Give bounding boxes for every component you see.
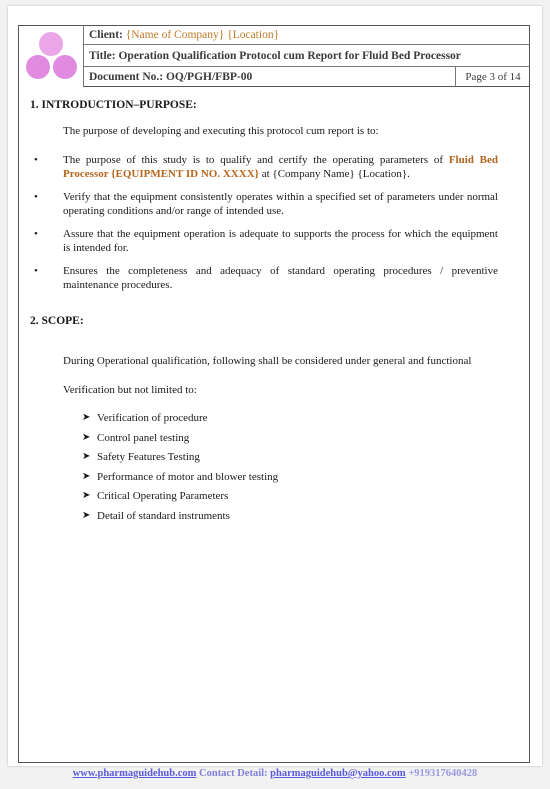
scope-line-1: During Operational qualification, following shall be considered under general and functional [63, 355, 472, 367]
bullet-4-text: Ensures the completeness and adequacy of standard operating procedures / preventive maintenance procedures. [63, 265, 498, 291]
scope-list [82, 411, 278, 529]
scope-list-item: ➤ Safety Features Testing [82, 451, 200, 464]
client-company: {Name of Company} [125, 29, 225, 41]
arrow-bullet-icon: ➤ [82, 431, 91, 443]
intro-lead: The purpose of developing and executing this protocol cum report is to: [63, 125, 379, 137]
phone-number: +919317640428 [408, 768, 478, 779]
arrow-bullet-icon: ➤ [82, 412, 91, 423]
intro-heading: 1. INTRODUCTION–PURPOSE: [30, 99, 197, 111]
arrow-bullet-icon: ➤ [82, 451, 91, 463]
logo-circle-left [26, 55, 50, 79]
intro-bullet-3 [30, 227, 498, 255]
title-row [84, 45, 530, 67]
logo-circle-top [39, 32, 63, 56]
document-number-row [84, 67, 530, 87]
document-title: Title: Operation Qualification Protocol cum Report for Fluid Bed Processor [89, 50, 461, 62]
bullet-dot: • [34, 191, 38, 203]
bullet-dot: • [34, 154, 38, 166]
arrow-bullet-icon: ➤ [82, 470, 91, 482]
page-footer [0, 768, 550, 779]
intro-bullet-1 [30, 153, 498, 181]
company-logo [18, 25, 84, 87]
contact-label: Contact Detail: [199, 768, 268, 779]
bullet-2-text: Verify that the equipment consistently operates within a specified set of parameters under normal operating conditions and/or range of intended use. [63, 191, 498, 217]
scope-line-2: Verification but not limited to: [63, 384, 197, 396]
scope-list-item: ➤ Performance of motor and blower testing [82, 470, 279, 483]
bullet-dot: • [34, 228, 38, 240]
document-header [18, 25, 530, 87]
intro-bullet-4 [30, 264, 498, 292]
document-number: Document No.: OQ/PGH/FBP-00 [89, 71, 253, 83]
equipment-id-highlight: Fluid Bed Processor {EQUIPMENT ID NO. XXXX} [63, 154, 498, 180]
logo-circle-right [53, 55, 77, 79]
scope-list-item: ➤ Critical Operating Parameters [82, 490, 229, 503]
bullet-3-text: Assure that the equipment operation is adequate to supports the process for which the equipment is intended for. [63, 228, 498, 254]
bullet-1-location: at {Company Name} {Location}. [258, 168, 410, 180]
bullet-1-text: The purpose of this study is to qualify and certify the operating parameters of [63, 154, 449, 166]
scope-list-item: ➤ Verification of procedure [82, 412, 208, 424]
intro-bullet-2 [30, 190, 498, 218]
bullet-dot: • [34, 265, 38, 277]
email-link[interactable]: pharmaguidehub@yahoo.com [270, 768, 406, 779]
scope-heading: 2. SCOPE: [30, 315, 84, 327]
scope-list-item: ➤ Control panel testing [82, 431, 190, 444]
page-number: Page 3 of 14 [455, 67, 530, 87]
client-label: Client: [89, 29, 123, 41]
arrow-bullet-icon: ➤ [82, 509, 91, 521]
client-row [84, 25, 530, 45]
arrow-bullet-icon: ➤ [82, 490, 91, 502]
website-link[interactable]: www.pharmaguidehub.com [72, 768, 197, 779]
client-location: {Location} [227, 29, 280, 41]
scope-list-item: ➤ Detail of standard instruments [82, 509, 230, 522]
